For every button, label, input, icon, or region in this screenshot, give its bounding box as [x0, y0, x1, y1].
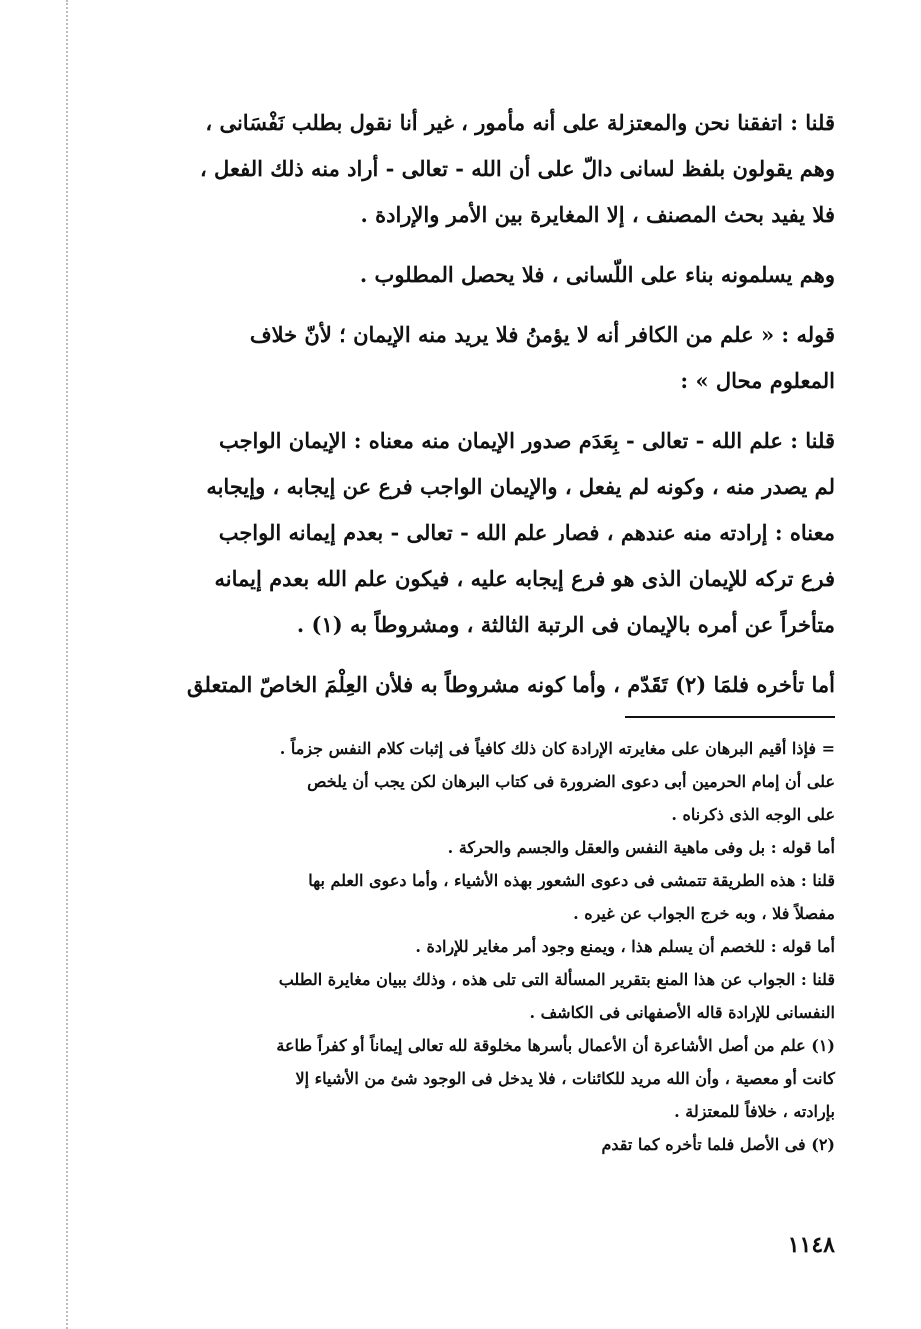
text-line: قلنا : اتفقنا نحن والمعتزلة على أنه مأمور ، غير أنا نقول بطلب نَفْسَانى ، [205, 110, 835, 135]
footnote-line: النفسانى للإرادة قاله الأصفهانى فى الكاشف . [529, 1003, 835, 1022]
footnote-line: = فإذا أقيم البرهان على مغايرته الإرادة كان ذلك كافياً فى إثبات كلام النفس جزماً . [279, 739, 835, 758]
text-line: متأخراً عن أمره بالإيمان فى الرتبة الثالثة ، ومشروطاً به (١) . [296, 612, 835, 637]
footnote-line: على أن إمام الحرمين أبى دعوى الضرورة فى كتاب البرهان لكن يجب أن يلخص [307, 772, 835, 791]
text-line: فلا يفيد بحث المصنف ، إلا المغايرة بين الأمر والإرادة . [360, 202, 835, 227]
page-number: ١١٤٨ [787, 1232, 835, 1258]
footnote-line: بإرادته ، خلافاً للمعتزلة . [674, 1102, 835, 1121]
footnote-line: كانت أو معصية ، وأن الله مريد للكائنات ، فلا يدخل فى الوجود شئ من الأشياء إلا [295, 1069, 835, 1088]
text-line: المعلوم محال » : [680, 368, 835, 393]
binding-dotted-line [66, 0, 68, 1329]
main-text [128, 100, 835, 708]
footnote-line: قلنا : الجواب عن هذا المنع بتقرير المسألة التى تلى هذه ، وذلك ببيان مغايرة الطلب [278, 970, 835, 989]
footnotes [128, 732, 835, 1161]
footnote-line: أما قوله : بل وفى ماهية النفس والعقل والجسم والحركة . [447, 838, 835, 857]
footnote-line: (٢) فى الأصل فلما تأخره كما تقدم [601, 1135, 835, 1154]
paragraph-2 [128, 252, 835, 298]
text-line: قلنا : علم الله - تعالى - بِعَدَم صدور الإيمان منه معناه : الإيمان الواجب [218, 428, 835, 453]
text-line: وهم يقولون بلفظ لسانى دالّ على أن الله - تعالى - أراد منه ذلك الفعل ، [199, 156, 835, 181]
footnote-line: قلنا : هذه الطريقة تتمشى فى دعوى الشعور بهذه الأشياء ، وأما دعوى العلم بها [308, 871, 835, 890]
paragraph-3 [128, 312, 835, 404]
paragraph-1 [128, 100, 835, 238]
text-line: قوله : « علم من الكافر أنه لا يؤمنُ فلا يريد منه الإيمان ؛ لأنّ خلاف [249, 322, 835, 347]
footnote-line: على الوجه الذى ذكرناه . [671, 805, 835, 824]
paragraph-5 [128, 662, 835, 708]
paragraph-4 [128, 418, 835, 648]
text-line: أما تأخره فلمَا (٢) تَقَدّم ، وأما كونه مشروطاً به فلأن العِلْمَ الخاصّ المتعلق [187, 672, 835, 697]
footnote-line: مفصلاً فلا ، وبه خرج الجواب عن غيره . [573, 904, 835, 923]
text-line: معناه : إرادته منه عندهم ، فصار علم الله - تعالى - بعدم إيمانه الواجب [218, 520, 835, 545]
text-line: وهم يسلمونه بناء على اللّسانى ، فلا يحصل المطلوب . [359, 262, 835, 287]
text-line: فرع تركه للإيمان الذى هو فرع إيجابه عليه ، فيكون علم الله بعدم إيمانه [214, 566, 835, 591]
footnote-line: (١) علم من أصل الأشاعرة أن الأعمال بأسرها مخلوقة لله تعالى إيماناً أو كفراً طاعة [276, 1036, 835, 1055]
footnote-separator [625, 716, 835, 718]
footnote-line: أما قوله : للخصم أن يسلم هذا ، ويمنع وجود أمر مغاير للإرادة . [415, 937, 835, 956]
text-line: لم يصدر منه ، وكونه لم يفعل ، والإيمان الواجب فرع عن إيجابه ، وإيجابه [206, 474, 835, 499]
